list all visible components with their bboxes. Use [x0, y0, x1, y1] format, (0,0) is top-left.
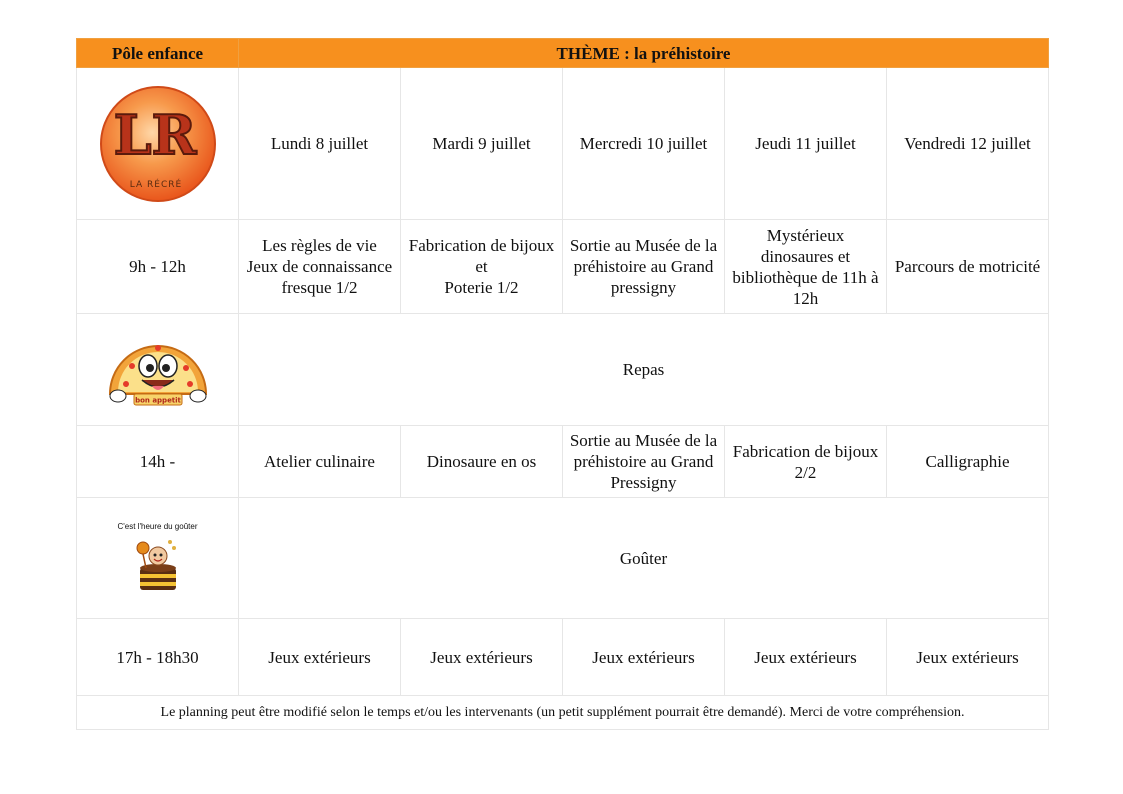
morning-time: 9h - 12h [77, 220, 239, 314]
pole-enfance-label: Pôle enfance [77, 39, 239, 68]
la-recre-logo-icon [98, 84, 218, 204]
evening-activity-tuesday: Jeux extérieurs [401, 619, 563, 696]
snack-label: Goûter [239, 498, 1049, 619]
footer-note-row [77, 696, 1049, 730]
header-row [77, 39, 1049, 68]
pizza-bon-appetit-icon [104, 332, 212, 408]
meal-row [77, 314, 1049, 426]
day-monday: Lundi 8 juillet [239, 68, 401, 220]
morning-activity-thursday: Mystérieux dinosaures et bibliothèque de 11h à 12h [725, 220, 887, 314]
evening-activity-monday: Jeux extérieurs [239, 619, 401, 696]
activity-schedule-table [76, 38, 1049, 730]
afternoon-activity-monday: Atelier culinaire [239, 426, 401, 498]
evening-activity-wednesday: Jeux extérieurs [563, 619, 725, 696]
snack-illustration-cell [77, 498, 239, 619]
logo-cell [77, 68, 239, 220]
morning-activity-friday: Parcours de motricité [887, 220, 1049, 314]
snack-caption: C'est l'heure du goûter [117, 522, 198, 531]
meal-illustration-cell [77, 314, 239, 426]
afternoon-row [77, 426, 1049, 498]
morning-activity-wednesday: Sortie au Musée de la préhistoire au Grand pressigny [563, 220, 725, 314]
bon-appetit-caption: bon appetit [134, 396, 181, 404]
evening-row [77, 619, 1049, 696]
day-thursday: Jeudi 11 juillet [725, 68, 887, 220]
evening-activity-thursday: Jeux extérieurs [725, 619, 887, 696]
cake-icon [134, 536, 182, 594]
snack-row [77, 498, 1049, 619]
meal-label: Repas [239, 314, 1049, 426]
day-tuesday: Mardi 9 juillet [401, 68, 563, 220]
morning-activity-monday: Les règles de vie Jeux de connaissance fresque 1/2 [239, 220, 401, 314]
afternoon-time: 14h - [77, 426, 239, 498]
evening-time: 17h - 18h30 [77, 619, 239, 696]
day-friday: Vendredi 12 juillet [887, 68, 1049, 220]
afternoon-activity-thursday: Fabrication de bijoux 2/2 [725, 426, 887, 498]
days-row [77, 68, 1049, 220]
day-wednesday: Mercredi 10 juillet [563, 68, 725, 220]
afternoon-activity-tuesday: Dinosaure en os [401, 426, 563, 498]
afternoon-activity-friday: Calligraphie [887, 426, 1049, 498]
evening-activity-friday: Jeux extérieurs [887, 619, 1049, 696]
theme-title: THÈME : la préhistoire [239, 39, 1049, 68]
logo-caption: LA RÉCRÉ [129, 179, 182, 190]
morning-row [77, 220, 1049, 314]
afternoon-activity-wednesday: Sortie au Musée de la préhistoire au Grand Pressigny [563, 426, 725, 498]
logo-initials: LR [113, 102, 196, 167]
morning-activity-tuesday: Fabrication de bijoux et Poterie 1/2 [401, 220, 563, 314]
footer-note: Le planning peut être modifié selon le temps et/ou les intervenants (un petit supplément pourrait être demandé). Merci de votre compréhension. [77, 696, 1049, 730]
